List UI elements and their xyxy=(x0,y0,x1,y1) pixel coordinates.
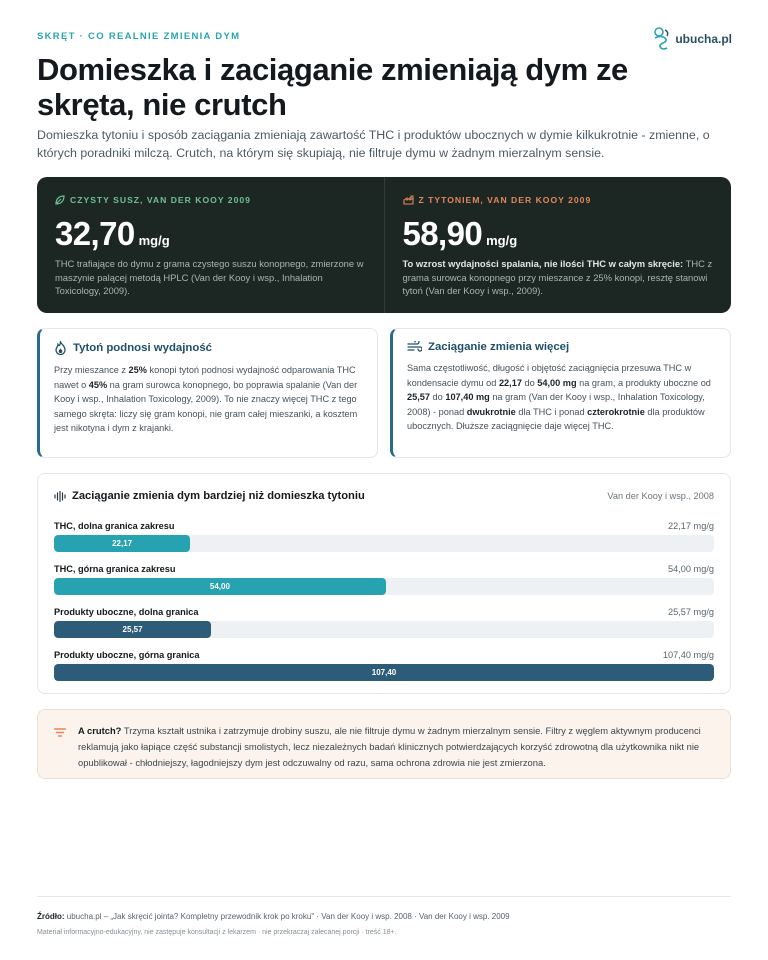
bar: 25,57 xyxy=(54,621,211,638)
stat-unit: mg/g xyxy=(138,233,170,248)
stat-desc: THC trafiające do dymu z grama czystego suszu konopnego, zmierzone w maszynie palącej metodą HPLC (Van der Kooy i wsp., Inhalation Toxicology, 2009). xyxy=(55,258,364,296)
lede: Domieszka tytoniu i sposób zaciągania zmieniają zawartość THC i produktów ubocznych w dymie kilkukrotnie - zmienne, o których poradniki milczą. Crutch, na którym się skupiają, nie filtruje dymu w żadnym mierzalnym sensie. xyxy=(37,128,710,160)
stat-pure xyxy=(37,177,384,313)
info-cards xyxy=(37,328,731,458)
stat-unit: mg/g xyxy=(486,233,518,248)
footer-divider xyxy=(37,896,731,897)
bar-value-label: 107,40 mg/g xyxy=(662,649,714,660)
filter-icon xyxy=(54,728,66,737)
stat-label: CZYSTY SUSZ, VAN DER KOOY 2009 xyxy=(70,195,251,205)
crutch-note xyxy=(37,709,731,779)
card-inhale xyxy=(390,328,731,458)
bar-list xyxy=(54,518,714,681)
kicker: SKRĘT · CO REALNIE ZMIENIA DYM xyxy=(37,31,241,42)
stat-value: 32,70 xyxy=(55,215,135,252)
bar-label: THC, dolna granica zakresu xyxy=(54,520,175,531)
factory-icon xyxy=(403,195,414,205)
bar-track xyxy=(54,535,714,552)
wind-icon xyxy=(407,341,422,353)
stats-panel xyxy=(37,177,731,313)
logo-mark-icon xyxy=(651,26,671,52)
bar-row xyxy=(54,604,714,638)
bar: 22,17 xyxy=(54,535,190,552)
bar-row xyxy=(54,647,714,681)
footer-disclaimer: Materiał informacyjno-edukacyjny, nie zastępuje konsultacji z lekarzem · nie przekraczaj zalecanej porcji · treść 18+. xyxy=(37,929,397,936)
audio-wave-icon xyxy=(54,491,66,502)
bar: 54,00 xyxy=(54,578,386,595)
bar-track xyxy=(54,578,714,595)
bar: 107,40 xyxy=(54,664,714,681)
bar-label: Produkty uboczne, górna granica xyxy=(54,649,200,660)
leaf-icon xyxy=(55,195,65,205)
bar-track xyxy=(54,621,714,638)
flame-icon xyxy=(54,341,67,355)
card-body: Sama częstotliwość, długość i objętość zaciągnięcia przesuwa THC w kondensacie dymu od 22,17 do 54,00 mg na gram, a produkty uboczne od 25,57 do 107,40 mg na gram (Van der Kooy i wsp., Inhalation Toxicology, 2008) - ponad dwukrotnie dla THC i ponad czterokrotnie dla produktów ubocznych. Dłuższe zaciągnięcie daje więcej THC. xyxy=(407,363,711,431)
logo[interactable] xyxy=(651,26,732,52)
bar-value-label: 25,57 mg/g xyxy=(668,606,714,617)
chart-source: Van der Kooy i wsp., 2008 xyxy=(607,491,714,501)
chart-title: Zaciąganie zmienia dym bardziej niż domieszka tytoniu xyxy=(72,490,365,502)
page-title: Domieszka i zaciąganie zmieniają dym ze skręta, nie crutch xyxy=(37,52,628,122)
bar-row xyxy=(54,561,714,595)
footer-source: Źródło: ubucha.pl – „Jak skręcić jointa? Kompletny przewodnik krok po kroku" · Van der Kooy i wsp. 2008 · Van der Kooy i wsp. 2009 xyxy=(37,912,510,921)
bar-row xyxy=(54,518,714,552)
card-body: Przy mieszance z 25% konopi tytoń podnosi wydajność odparowania THC nawet o 45% na gram surowca konopnego, bo poprawia spalanie (Van der Kooy i wsp., Inhalation Toxicology, 2009). To nie znaczy więcej THC z tego samego skręta: liczy się gram konopi, nie gram całej mieszanki, a kosztem jest nikotyna i dym z krajanki. xyxy=(54,365,358,433)
card-tobacco xyxy=(37,328,378,458)
bar-value-label: 54,00 mg/g xyxy=(668,563,714,574)
bar-value-label: 22,17 mg/g xyxy=(668,520,714,531)
stat-desc: To wzrost wydajności spalania, nie ilości THC w całym skręcie: THC z grama surowca konopnego przy mieszance z 25% konopi, resztę stanowi tytoń (Van der Kooy i wsp., 2009). xyxy=(402,258,713,296)
card-title: Tytoń podnosi wydajność xyxy=(73,342,213,354)
bar-label: Produkty uboczne, dolna granica xyxy=(54,606,199,617)
bar-chart xyxy=(37,473,731,694)
bar-label: THC, górna granica zakresu xyxy=(54,563,176,574)
card-title: Zaciąganie zmienia więcej xyxy=(428,341,570,353)
bar-track xyxy=(54,664,714,681)
note-text: A crutch? Trzyma kształt ustnika i zatrzymuje drobiny suszu, ale nie filtruje dymu w żadnym mierzalnym sensie. Filtry z węglem aktywnym producenci reklamują jako łapiące część substancji smolistych, lecz niezależnych badań klinicznych potwierdzających korzyść zdrowotną dla użytkownika nikt nie opublikował - chłodniejszy, łagodniejszy dym jest odczuwalny od razu, sama ochrona zdrowia nie jest zmierzona. xyxy=(78,725,701,768)
stat-label: Z TYTONIEM, VAN DER KOOY 2009 xyxy=(418,195,592,205)
logo-text: ubucha.pl xyxy=(675,32,732,46)
stat-tobacco xyxy=(384,177,732,313)
stat-value: 58,90 xyxy=(402,215,483,252)
